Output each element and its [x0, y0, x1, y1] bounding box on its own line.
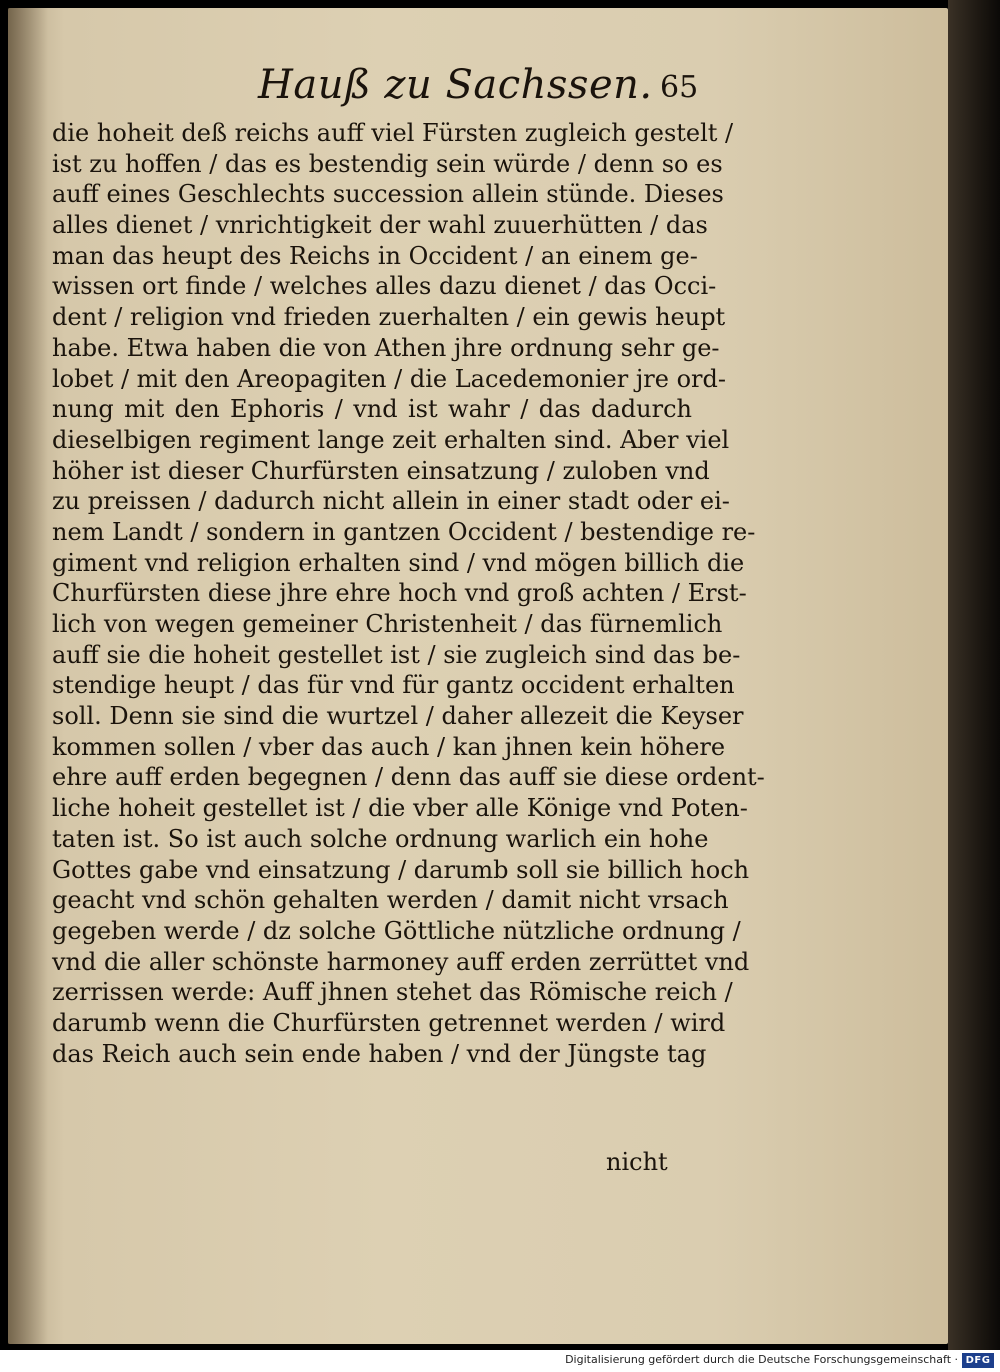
text-line: das Reich auch sein ende haben / vnd der Jüngste tag: [52, 1039, 707, 1068]
text-line: wissen ort finde / welches alles dazu dienet / das Occi-: [52, 272, 717, 301]
text-line: stendige heupt / das für vnd für gantz occident erhalten: [52, 671, 735, 700]
text-line: darumb wenn die Churfürsten getrennet werden / wird: [52, 1008, 726, 1037]
page-edge: [948, 0, 1000, 1350]
text-line: taten ist. So ist auch solche ordnung warlich ein hohe: [52, 824, 709, 853]
text-line: Gottes gabe vnd einsatzung / darumb soll sie billich hoch: [52, 855, 750, 884]
gutter-shadow: [8, 8, 48, 1344]
text-line: auff eines Geschlechts succession allein stünde. Dieses: [52, 180, 724, 209]
text-line: nung mit den Ephoris / vnd ist wahr / das dadurch: [52, 395, 692, 424]
text-line: lich von wegen gemeiner Christenheit / das fürnemlich: [52, 610, 723, 638]
text-line: nem Landt / sondern in gantzen Occident / bestendige re-: [52, 517, 756, 546]
page-number: 65: [660, 70, 699, 105]
body-text: [52, 118, 765, 1069]
text-line: Churfürsten diese jhre ehre hoch vnd groß achten / Erst-: [52, 579, 747, 608]
catchword: nicht: [606, 1148, 668, 1176]
funding-credit: Digitalisierung gefördert durch die Deutsche Forschungsgemeinschaft ·: [565, 1353, 958, 1366]
dfg-logo: DFG: [962, 1353, 994, 1368]
text-line: giment vnd religion erhalten sind / vnd mögen billich die: [52, 548, 745, 577]
text-line: zu preissen / dadurch nicht allein in einer stadt oder ei-: [52, 487, 730, 516]
text-line: alles dienet / vnrichtigkeit der wahl zuuerhütten / das: [52, 211, 708, 240]
text-line: dieselbigen regiment lange zeit erhalten sind. Aber viel: [52, 425, 730, 454]
text-line: gegeben werde / dz solche Göttliche nützliche ordnung /: [52, 916, 741, 945]
page-header: [240, 62, 710, 122]
text-line: zerrissen werde: Auff jhnen stehet das Römische reich /: [52, 978, 733, 1007]
running-title: Hauß zu Sachssen.: [258, 62, 653, 108]
text-line: liche hoheit gestellet ist / die vber alle Könige vnd Poten-: [52, 794, 748, 823]
text-line: ehre auff erden begegnen / denn das auff sie diese ordent-: [52, 763, 765, 792]
text-line: lobet / mit den Areopagiten / die Lacedemonier jre ord-: [52, 364, 726, 393]
text-line: geacht vnd schön gehalten werden / damit nicht vrsach: [52, 886, 729, 915]
text-line: auff sie die hoheit gestellet ist / sie zugleich sind das be-: [52, 640, 741, 669]
text-line: vnd die aller schönste harmoney auff erden zerrüttet vnd: [52, 947, 750, 976]
text-line: soll. Denn sie sind die wurtzel / daher allezeit die Keyser: [52, 702, 744, 731]
text-line: habe. Etwa haben die von Athen jhre ordnung sehr ge-: [52, 333, 720, 362]
text-line: dent / religion vnd frieden zuerhalten / ein gewis heupt: [52, 303, 726, 332]
text-line: ist zu hoffen / das es bestendig sein würde / denn so es: [52, 149, 723, 178]
text-line: höher ist dieser Churfürsten einsatzung / zuloben vnd: [52, 456, 710, 485]
text-line: kommen sollen / vber das auch / kan jhnen kein höhere: [52, 732, 726, 761]
text-line: die hoheit deß reichs auff viel Fürsten zugleich gestelt /: [52, 119, 734, 147]
text-line: man das heupt des Reichs in Occident / an einem ge-: [52, 241, 698, 270]
